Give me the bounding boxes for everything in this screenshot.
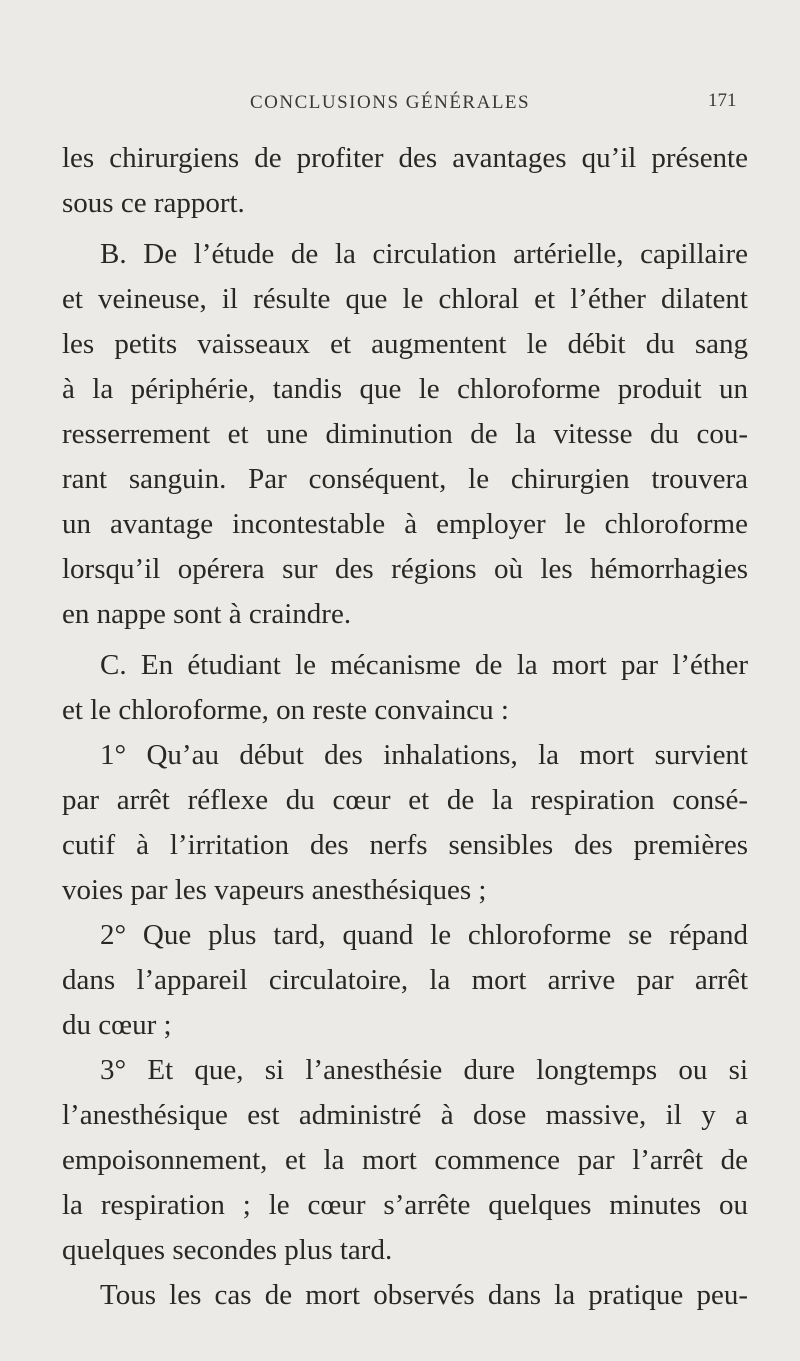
text-line: quelques secondes plus tard. <box>62 1234 393 1266</box>
text-line: lorsqu’il opérera sur des régions où les hémorrhagies <box>62 553 748 585</box>
text-line: et veineuse, il résulte que le chloral et l’éther dilatent <box>62 283 748 315</box>
text-line: sous ce rapport. <box>62 187 245 219</box>
text-line: C. En étudiant le mécanisme de la mort par l’éther <box>100 649 748 681</box>
text-line: 2° Que plus tard, quand le chloroforme se répand <box>100 919 748 951</box>
running-title: CONCLUSIONS GÉNÉRALES <box>250 92 531 113</box>
text-line: les chirurgiens de profiter des avantages qu’il présente <box>62 142 748 174</box>
text-line: et le chloroforme, on reste convaincu : <box>62 694 509 726</box>
text-line: la respiration ; le cœur s’arrête quelques minutes ou <box>62 1189 748 1221</box>
text-line: l’anesthésique est administré à dose massive, il y a <box>62 1099 748 1131</box>
text-line: à la périphérie, tandis que le chloroforme produit un <box>62 373 748 405</box>
text-line: cutif à l’irritation des nerfs sensibles des premières <box>62 829 748 861</box>
text-line: 3° Et que, si l’anesthésie dure longtemps ou si <box>100 1054 748 1086</box>
text-line: du cœur ; <box>62 1009 172 1041</box>
text-line: les petits vaisseaux et augmentent le débit du sang <box>62 328 748 360</box>
text-line: Tous les cas de mort observés dans la pratique peu- <box>100 1279 748 1311</box>
text-line: empoisonnement, et la mort commence par l’arrêt de <box>62 1144 748 1176</box>
text-line: un avantage incontestable à employer le chloroforme <box>62 508 748 540</box>
text-line: dans l’appareil circulatoire, la mort arrive par arrêt <box>62 964 748 996</box>
text-line: resserrement et une diminution de la vitesse du cou- <box>62 418 748 450</box>
page-number: 171 <box>708 90 737 111</box>
text-line: en nappe sont à craindre. <box>62 598 352 630</box>
text-line: par arrêt réflexe du cœur et de la respiration consé- <box>62 784 748 816</box>
text-line: rant sanguin. Par conséquent, le chirurgien trouvera <box>62 463 748 495</box>
text-line: B. De l’étude de la circulation artérielle, capillaire <box>100 238 748 270</box>
text-line: voies par les vapeurs anesthésiques ; <box>62 874 487 906</box>
text-line: 1° Qu’au début des inhalations, la mort survient <box>100 739 748 771</box>
